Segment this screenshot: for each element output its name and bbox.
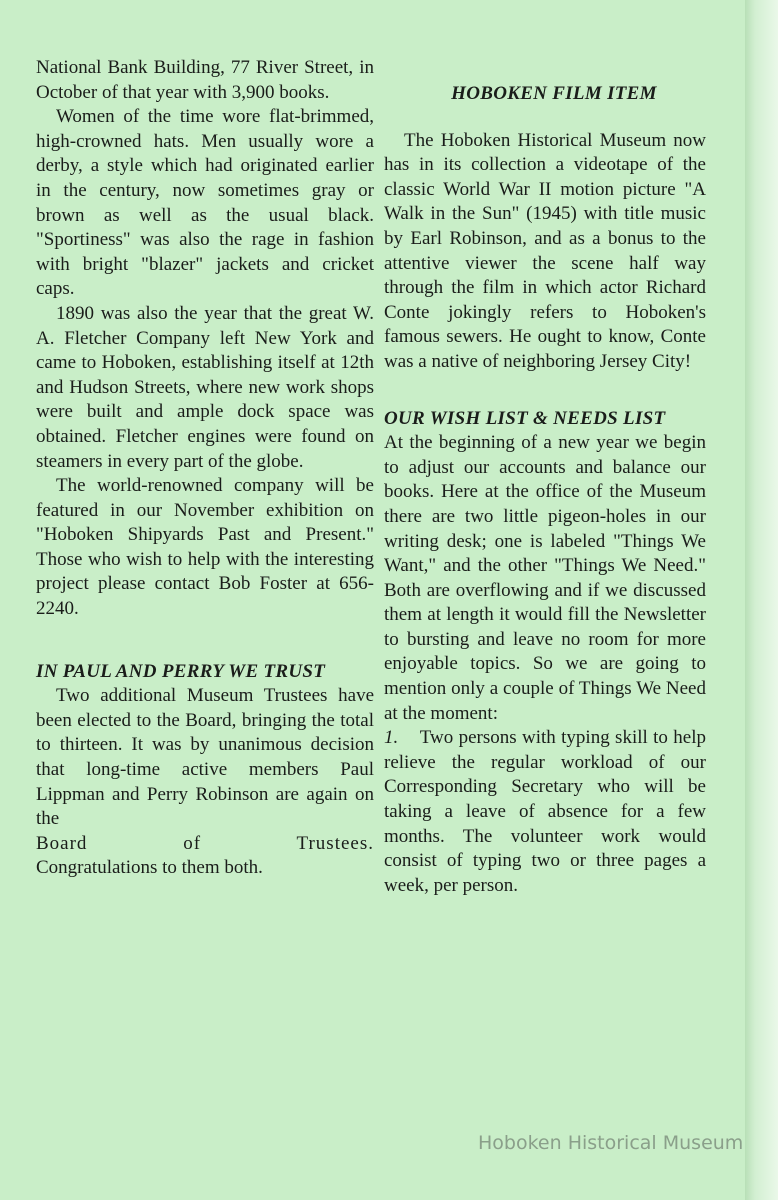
trustees-paragraph: Two additional Museum Trustees have been elected to the Board, bringing the total to thirteen. It was by unanimous decision that long-time active members Paul Lippman and Perry Robinson are again on the <box>36 685 374 830</box>
museum-watermark: Hoboken Historical Museum <box>478 1132 744 1154</box>
congratulations-line: Congratulations to them both. <box>36 857 263 879</box>
library-continuation-paragraph: National Bank Building, 77 River Street, in October of that year with 3,900 books. <box>36 57 374 103</box>
exhibition-paragraph: The world-renowned company will be featured in our November exhibition on "Hoboken Shipyards Past and Present." Those who wish to help with the interesting project please contact Bob Foster at 656-2240. <box>36 475 374 620</box>
right-column <box>384 56 706 898</box>
film-item-paragraph: The Hoboken Historical Museum now has in its collection a videotape of the classic World War II motion picture "A Walk in the Sun" (1945) with title music by Earl Robinson, and as a bonus to the attentive viewer the scene half way through the film in which actor Richard Conte jokingly refers to Hoboken's famous sewers. He ought to know, Conte was a native of neighboring Jersey City! <box>384 129 706 372</box>
trust-heading: IN PAUL AND PERRY WE TRUST <box>36 660 326 682</box>
wish-list-paragraph: At the beginning of a new year we begin to adjust our accounts and balance our books. Here at the office of the Museum there are two little pigeon-holes in our writing desk; one is labeled "Things We Want," and the other "Things We Need." Both are overflowing and if we discussed them at length it would fill the Newsletter to bursting and leave no room for more enjoyable topics. So we are going to mention only a couple of Things We Need at the moment: <box>384 432 706 724</box>
item-text: Two persons with typing skill to help relieve the regular workload of our Corresponding Secretary who will be taking a leave of absence for a few months. The volunteer work would consist of typing two or three pages a week, per person. <box>384 727 707 896</box>
board-of-trustees-line: Board of Trustees. <box>36 832 374 854</box>
underlying-page-edge <box>745 0 778 1200</box>
left-column <box>36 56 374 881</box>
fashion-paragraph: Women of the time wore flat-brimmed, high-crowned hats. Men usually wore a derby, a style which had originated earlier in the century, now sometimes gray or brown as well as the usual black. "Sportiness" was also the rage in fashion with bright "blazer" jackets and cricket caps. <box>36 106 374 300</box>
needs-item-1 <box>384 726 706 898</box>
film-item-heading: HOBOKEN FILM ITEM <box>451 83 657 104</box>
wish-list-heading: OUR WISH LIST & NEEDS LIST <box>384 407 666 429</box>
fletcher-company-paragraph: 1890 was also the year that the great W. A. Fletcher Company left New York and came to Hoboken, establishing itself at 12th and Hudson Streets, where new work shops were built and ample dock space was obtained. Fletcher engines were found on steamers in every part of the globe. <box>36 302 374 472</box>
item-number: 1. <box>384 727 399 749</box>
